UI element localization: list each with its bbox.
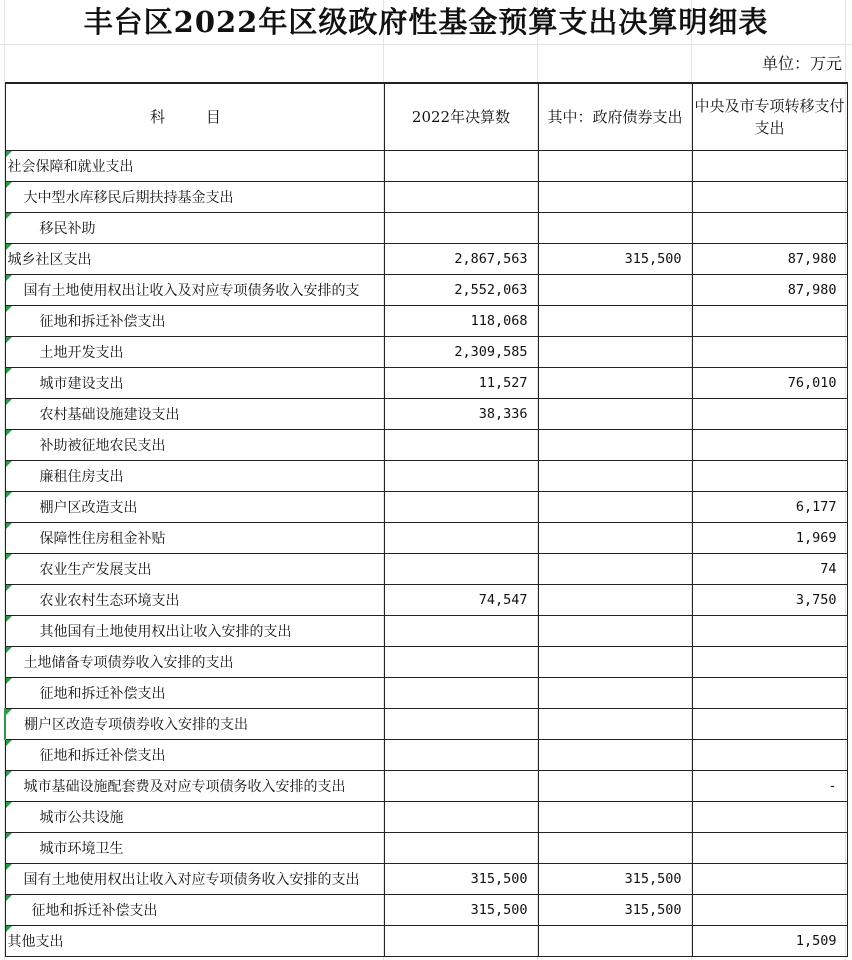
row-final-amount[interactable] [384,461,538,492]
row-debt-expenditure[interactable] [538,399,692,430]
header-transfer-payments[interactable]: 中央及市专项转移支付支出 [692,83,847,151]
row-transfer-payments[interactable] [692,802,847,833]
row-debt-expenditure[interactable] [538,430,692,461]
row-subject[interactable]: 棚户区改造专项债券收入安排的支出 [5,709,384,740]
row-transfer-payments[interactable]: 6,177 [692,492,847,523]
table-row [5,709,847,740]
row-final-amount[interactable] [384,213,538,244]
row-final-amount[interactable] [384,554,538,585]
row-subject[interactable]: 城市建设支出 [5,368,384,399]
row-debt-expenditure[interactable] [538,771,692,802]
row-subject[interactable]: 农村基础设施建设支出 [5,399,384,430]
row-transfer-payments[interactable] [692,740,847,771]
row-final-amount[interactable]: 2,309,585 [384,337,538,368]
row-debt-expenditure[interactable] [538,647,692,678]
table-row [5,802,847,833]
row-final-amount[interactable] [384,523,538,554]
row-debt-expenditure[interactable] [538,709,692,740]
row-final-amount[interactable] [384,678,538,709]
row-debt-expenditure[interactable]: 315,500 [538,864,692,895]
row-transfer-payments[interactable]: 1,969 [692,523,847,554]
unit-label: 单位：万元 [761,54,842,73]
table-row [5,678,847,709]
table-row [5,771,847,802]
row-transfer-payments[interactable]: - [692,771,847,802]
row-transfer-payments[interactable]: 3,750 [692,585,847,616]
row-subject[interactable]: 国有土地使用权出让收入对应专项债务收入安排的支出 [5,864,384,895]
row-transfer-payments[interactable] [692,337,847,368]
row-debt-expenditure[interactable] [538,802,692,833]
row-final-amount[interactable]: 315,500 [384,895,538,926]
row-final-amount[interactable] [384,709,538,740]
row-subject[interactable]: 保障性住房租金补贴 [5,523,384,554]
row-debt-expenditure[interactable] [538,926,692,957]
table-row [5,337,847,368]
row-subject[interactable]: 征地和拆迁补偿支出 [5,895,384,926]
row-debt-expenditure[interactable] [538,306,692,337]
row-debt-expenditure[interactable] [538,182,692,213]
row-final-amount[interactable] [384,492,538,523]
row-debt-expenditure[interactable] [538,585,692,616]
row-subject[interactable]: 城市基础设施配套费及对应专项债务收入安排的支出 [5,771,384,802]
row-subject[interactable]: 国有土地使用权出让收入及对应专项债务收入安排的支 [5,275,384,306]
row-final-amount[interactable] [384,616,538,647]
row-transfer-payments[interactable] [692,213,847,244]
row-transfer-payments[interactable] [692,616,847,647]
row-debt-expenditure[interactable]: 315,500 [538,895,692,926]
row-final-amount[interactable]: 38,336 [384,399,538,430]
row-subject[interactable]: 土地储备专项债券收入安排的支出 [5,647,384,678]
row-transfer-payments[interactable] [692,430,847,461]
table-row [5,585,847,616]
table-row [5,430,847,461]
row-debt-expenditure[interactable] [538,740,692,771]
table-row [5,492,847,523]
row-subject[interactable]: 补助被征地农民支出 [5,430,384,461]
row-final-amount[interactable]: 11,527 [384,368,538,399]
row-transfer-payments[interactable] [692,461,847,492]
header-subject[interactable]: 科 目 [5,83,384,151]
table-row [5,275,847,306]
row-subject[interactable]: 城市公共设施 [5,802,384,833]
row-debt-expenditure[interactable] [538,678,692,709]
table-row [5,740,847,771]
row-subject[interactable]: 农业生产发展支出 [5,554,384,585]
row-final-amount[interactable]: 118,068 [384,306,538,337]
row-final-amount[interactable] [384,926,538,957]
title-divider [0,44,852,45]
row-transfer-payments[interactable]: 74 [692,554,847,585]
header-final-amount[interactable]: 2022年决算数 [384,83,538,151]
page-title: 丰台区2022年区级政府性基金预算支出决算明细表 [83,5,769,39]
row-debt-expenditure[interactable] [538,554,692,585]
row-transfer-payments[interactable]: 87,980 [692,275,847,306]
row-transfer-payments[interactable] [692,895,847,926]
row-debt-expenditure[interactable] [538,833,692,864]
row-final-amount[interactable]: 2,867,563 [384,244,538,275]
row-transfer-payments[interactable] [692,151,847,182]
row-final-amount[interactable]: 74,547 [384,585,538,616]
row-final-amount[interactable] [384,647,538,678]
table-row [5,368,847,399]
row-debt-expenditure[interactable] [538,368,692,399]
table-row [5,461,847,492]
row-transfer-payments[interactable] [692,399,847,430]
row-subject[interactable]: 城市环境卫生 [5,833,384,864]
row-debt-expenditure[interactable] [538,492,692,523]
table-row [5,616,847,647]
row-subject[interactable]: 征地和拆迁补偿支出 [5,306,384,337]
row-debt-expenditure[interactable] [538,213,692,244]
row-subject[interactable]: 城乡社区支出 [5,244,384,275]
row-final-amount[interactable]: 2,552,063 [384,275,538,306]
table-row [5,926,847,957]
row-transfer-payments[interactable] [692,709,847,740]
row-debt-expenditure[interactable]: 315,500 [538,244,692,275]
row-debt-expenditure[interactable] [538,461,692,492]
row-transfer-payments[interactable] [692,678,847,709]
row-final-amount[interactable] [384,771,538,802]
row-transfer-payments[interactable]: 87,980 [692,244,847,275]
table-row [5,864,847,895]
row-final-amount[interactable]: 315,500 [384,864,538,895]
row-final-amount[interactable] [384,833,538,864]
table-header-row [5,83,847,151]
table-row [5,306,847,337]
table-row [5,182,847,213]
row-final-amount[interactable] [384,802,538,833]
table-row [5,213,847,244]
header-debt-expenditure[interactable]: 其中：政府债券支出 [538,83,692,151]
row-transfer-payments[interactable] [692,306,847,337]
table-row [5,647,847,678]
row-debt-expenditure[interactable] [538,523,692,554]
row-subject[interactable]: 农业农村生态环境支出 [5,585,384,616]
table-row [5,244,847,275]
table-row [5,895,847,926]
table-row [5,523,847,554]
row-subject[interactable]: 其他支出 [5,926,384,957]
row-subject[interactable]: 社会保障和就业支出 [5,151,384,182]
row-debt-expenditure[interactable] [538,151,692,182]
row-subject[interactable]: 征地和拆迁补偿支出 [5,740,384,771]
row-debt-expenditure[interactable] [538,275,692,306]
table-row [5,554,847,585]
row-subject[interactable]: 大中型水库移民后期扶持基金支出 [5,182,384,213]
row-subject[interactable]: 其他国有土地使用权出让收入安排的支出 [5,616,384,647]
row-transfer-payments[interactable]: 1,509 [692,926,847,957]
row-debt-expenditure[interactable] [538,616,692,647]
table-row [5,399,847,430]
row-final-amount[interactable] [384,151,538,182]
row-subject[interactable]: 征地和拆迁补偿支出 [5,678,384,709]
row-transfer-payments[interactable] [692,864,847,895]
row-debt-expenditure[interactable] [538,337,692,368]
budget-table [4,82,848,957]
row-transfer-payments[interactable] [692,182,847,213]
row-transfer-payments[interactable] [692,833,847,864]
row-final-amount[interactable] [384,182,538,213]
row-transfer-payments[interactable] [692,647,847,678]
row-subject[interactable]: 棚户区改造支出 [5,492,384,523]
row-subject[interactable]: 廉租住房支出 [5,461,384,492]
table-row [5,833,847,864]
row-final-amount[interactable] [384,430,538,461]
row-transfer-payments[interactable]: 76,010 [692,368,847,399]
table-row [5,151,847,182]
row-subject[interactable]: 移民补助 [5,213,384,244]
row-subject[interactable]: 土地开发支出 [5,337,384,368]
row-final-amount[interactable] [384,740,538,771]
